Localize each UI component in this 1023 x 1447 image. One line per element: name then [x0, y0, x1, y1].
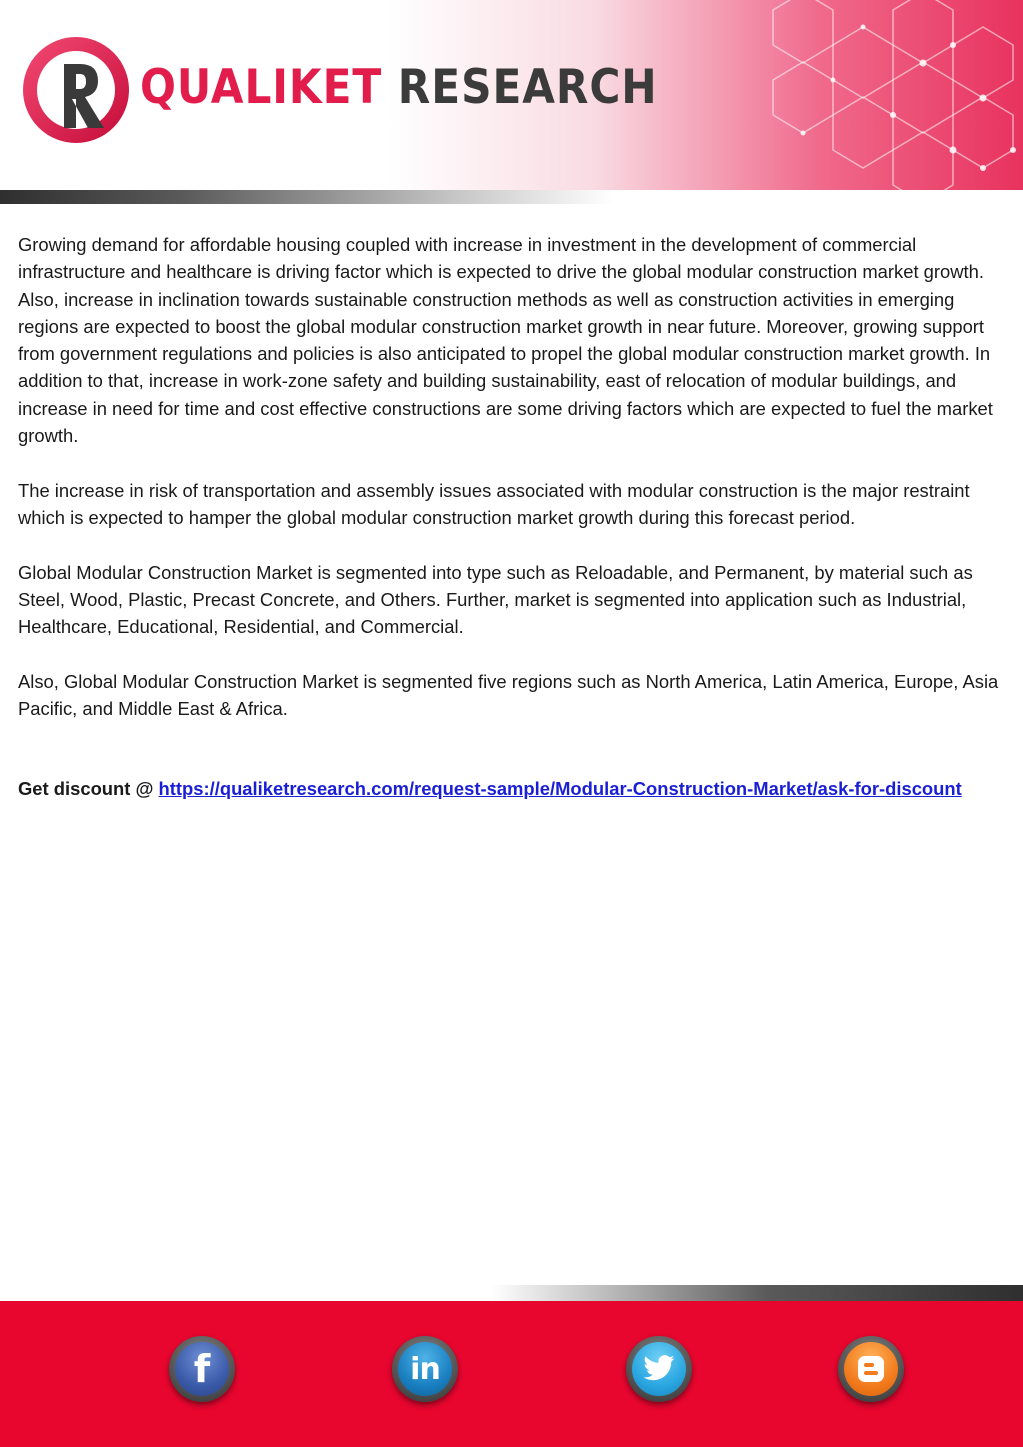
- discount-line: [18, 775, 1008, 802]
- discount-label: Get discount @: [18, 778, 159, 800]
- facebook-icon: f: [175, 1342, 229, 1396]
- brand-name: [140, 60, 658, 115]
- header-divider: [0, 190, 1023, 204]
- twitter-button[interactable]: [626, 1336, 692, 1402]
- facebook-button[interactable]: [169, 1336, 235, 1402]
- paragraph-regions: Also, Global Modular Construction Market is segmented five regions such as North America, Latin America, Europe, Asia Pacific, and Middle East & Africa.: [18, 670, 999, 720]
- blogger-icon: [844, 1342, 898, 1396]
- paragraph-drivers: Growing demand for affordable housing coupled with increase in investment in the development of commercial infrastructure and healthcare is driving factor which is expected to drive the global modular construction market growth. Also, increase in inclination towards sustainable construction methods as well as construction activities in emerging regions are expected to boost the global modular construction market growth in near future. Moreover, growing support from government regulations and policies is also anticipated to propel the global modular construction market growth. In addition to that, increase in work-zone safety and building sustainability, east of relocation of modular buildings, and increase in need for time and cost effective constructions are some driving factors which are expected to fuel the market growth.: [18, 234, 993, 447]
- brand-word-qualiket: QUALIKET: [140, 60, 383, 115]
- blogger-button[interactable]: [838, 1336, 904, 1402]
- document-body: [18, 231, 1008, 803]
- discount-link[interactable]: https://qualiketresearch.com/request-sample/Modular-Construction-Market/ask-for-discount: [158, 778, 962, 800]
- twitter-icon: [632, 1342, 686, 1396]
- header-banner: [0, 0, 1023, 190]
- linkedin-button[interactable]: [392, 1336, 458, 1402]
- logo-icon: [22, 36, 134, 148]
- paragraph-segmentation: Global Modular Construction Market is segmented into type such as Reloadable, and Permanent, by material such as Steel, Wood, Plastic, Precast Concrete, and Others. Further, market is segmented into application such as Industrial, Healthcare, Educational, Residential, and Commercial.: [18, 561, 973, 638]
- paragraph-restraint: The increase in risk of transportation and assembly issues associated with modular construction is the major restraint which is expected to hamper the global modular construction market growth during this forecast period.: [18, 479, 970, 528]
- linkedin-icon: in: [398, 1342, 452, 1396]
- brand-word-research: RESEARCH: [397, 60, 658, 115]
- footer-divider: [0, 1285, 1023, 1301]
